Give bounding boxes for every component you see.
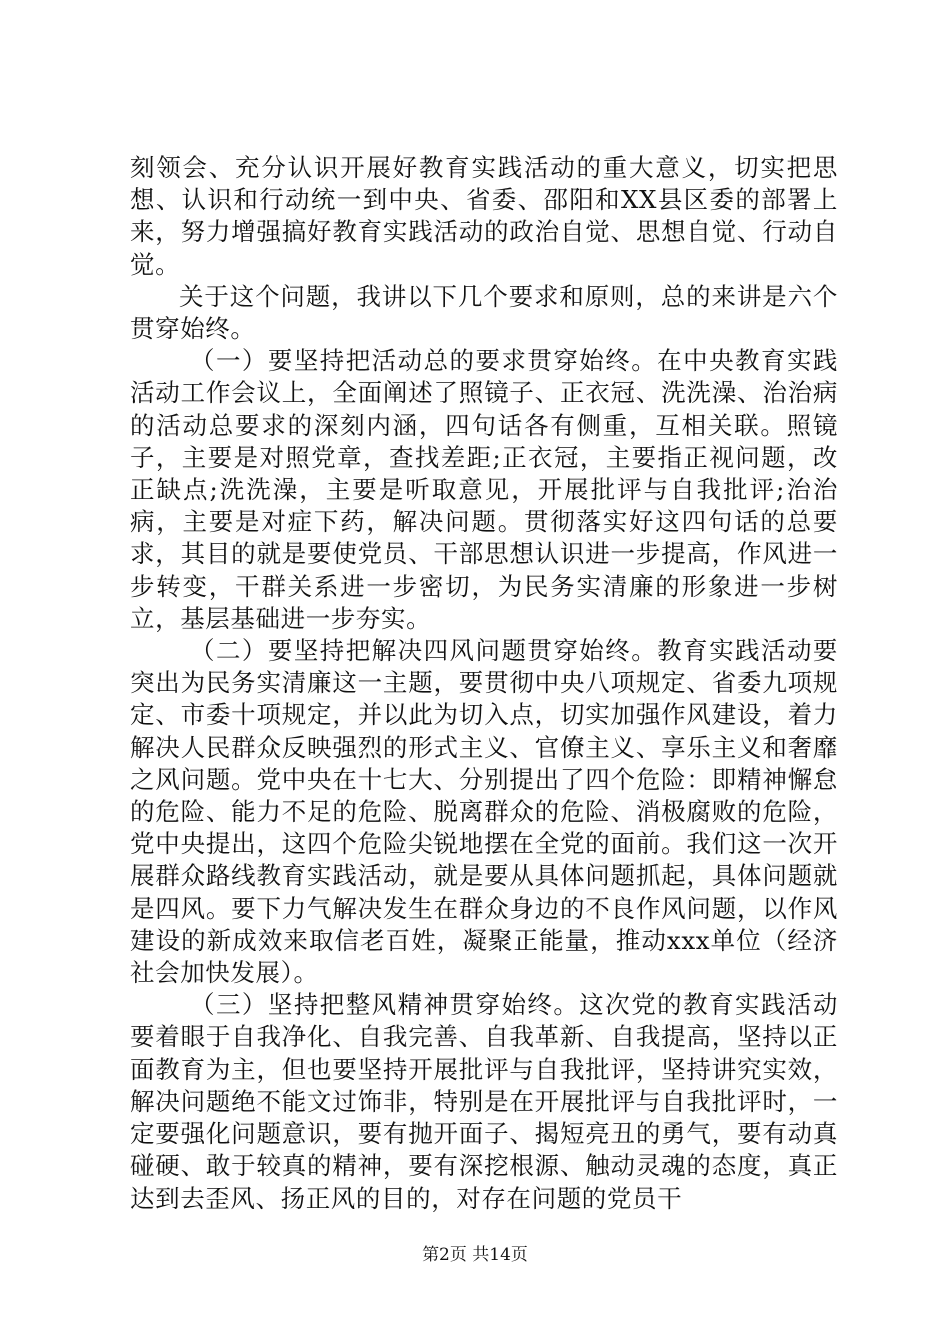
paragraph-3: （一）要坚持把活动总的要求贯穿始终。在中央教育实践活动工作会议上，全面阐述了照镜子、正衣冠、洗洗澡、治治病的活动总要求的深刻内涵，四句话各有侧重，互相关联。照镜子，主要是对照党章，查找差距;正衣冠，主要指正视问题，改正缺点;洗洗澡，主要是听取意见，开展批评与自我批评;治治病，主要是对症下药，解决问题。贯彻落实好这四句话的总要求，其目的就是要使党员、干部思想认识进一步提高，作风进一步转变，干群关系进一步密切，为民务实清廉的形象进一步树立，基层基础进一步夯实。: [130, 346, 838, 633]
paragraph-2: 关于这个问题，我讲以下几个要求和原则，总的来讲是六个贯穿始终。: [130, 281, 838, 344]
page-number-footer: 第2页 共14页: [422, 1245, 528, 1265]
document-body: [130, 152, 838, 1215]
paragraph-5: （三）坚持把整风精神贯穿始终。这次党的教育实践活动要着眼于自我净化、自我完善、自我革新、自我提高，坚持以正面教育为主，但也要坚持开展批评与自我批评，坚持讲究实效，解决问题绝不能文过饰非，特别是在开展批评与自我批评时，一定要强化问题意识，要有抛开面子、揭短亮丑的勇气，要有动真碰硬、敢于较真的精神，要有深挖根源、触动灵魂的态度，真正达到去歪风、扬正风的目的，对存在问题的党员干: [130, 990, 838, 1213]
paragraph-4: （二）要坚持把解决四风问题贯穿始终。教育实践活动要突出为民务实清廉这一主题，要贯彻中央八项规定、省委九项规定、市委十项规定，并以此为切入点，切实加强作风建设，着力解决人民群众反映强烈的形式主义、官僚主义、享乐主义和奢靡之风问题。党中央在十七大、分别提出了四个危险：即精神懈怠的危险、能力不足的危险、脱离群众的危险、消极腐败的危险，党中央提出，这四个危险尖锐地摆在全党的面前。我们这一次开展群众路线教育实践活动，就是要从具体问题抓起，具体问题就是四风。要下力气解决发生在群众身边的不良作风问题，以作风建设的新成效来取信老百姓，凝聚正能量，推动xxx单位（经济社会加快发展）。: [130, 636, 838, 988]
paragraph-1: 刻领会、充分认识开展好教育实践活动的重大意义，切实把思想、认识和行动统一到中央、省委、邵阳和XX县区委的部署上来，努力增强搞好教育实践活动的政治自觉、思想自觉、行动自觉。: [130, 153, 838, 279]
